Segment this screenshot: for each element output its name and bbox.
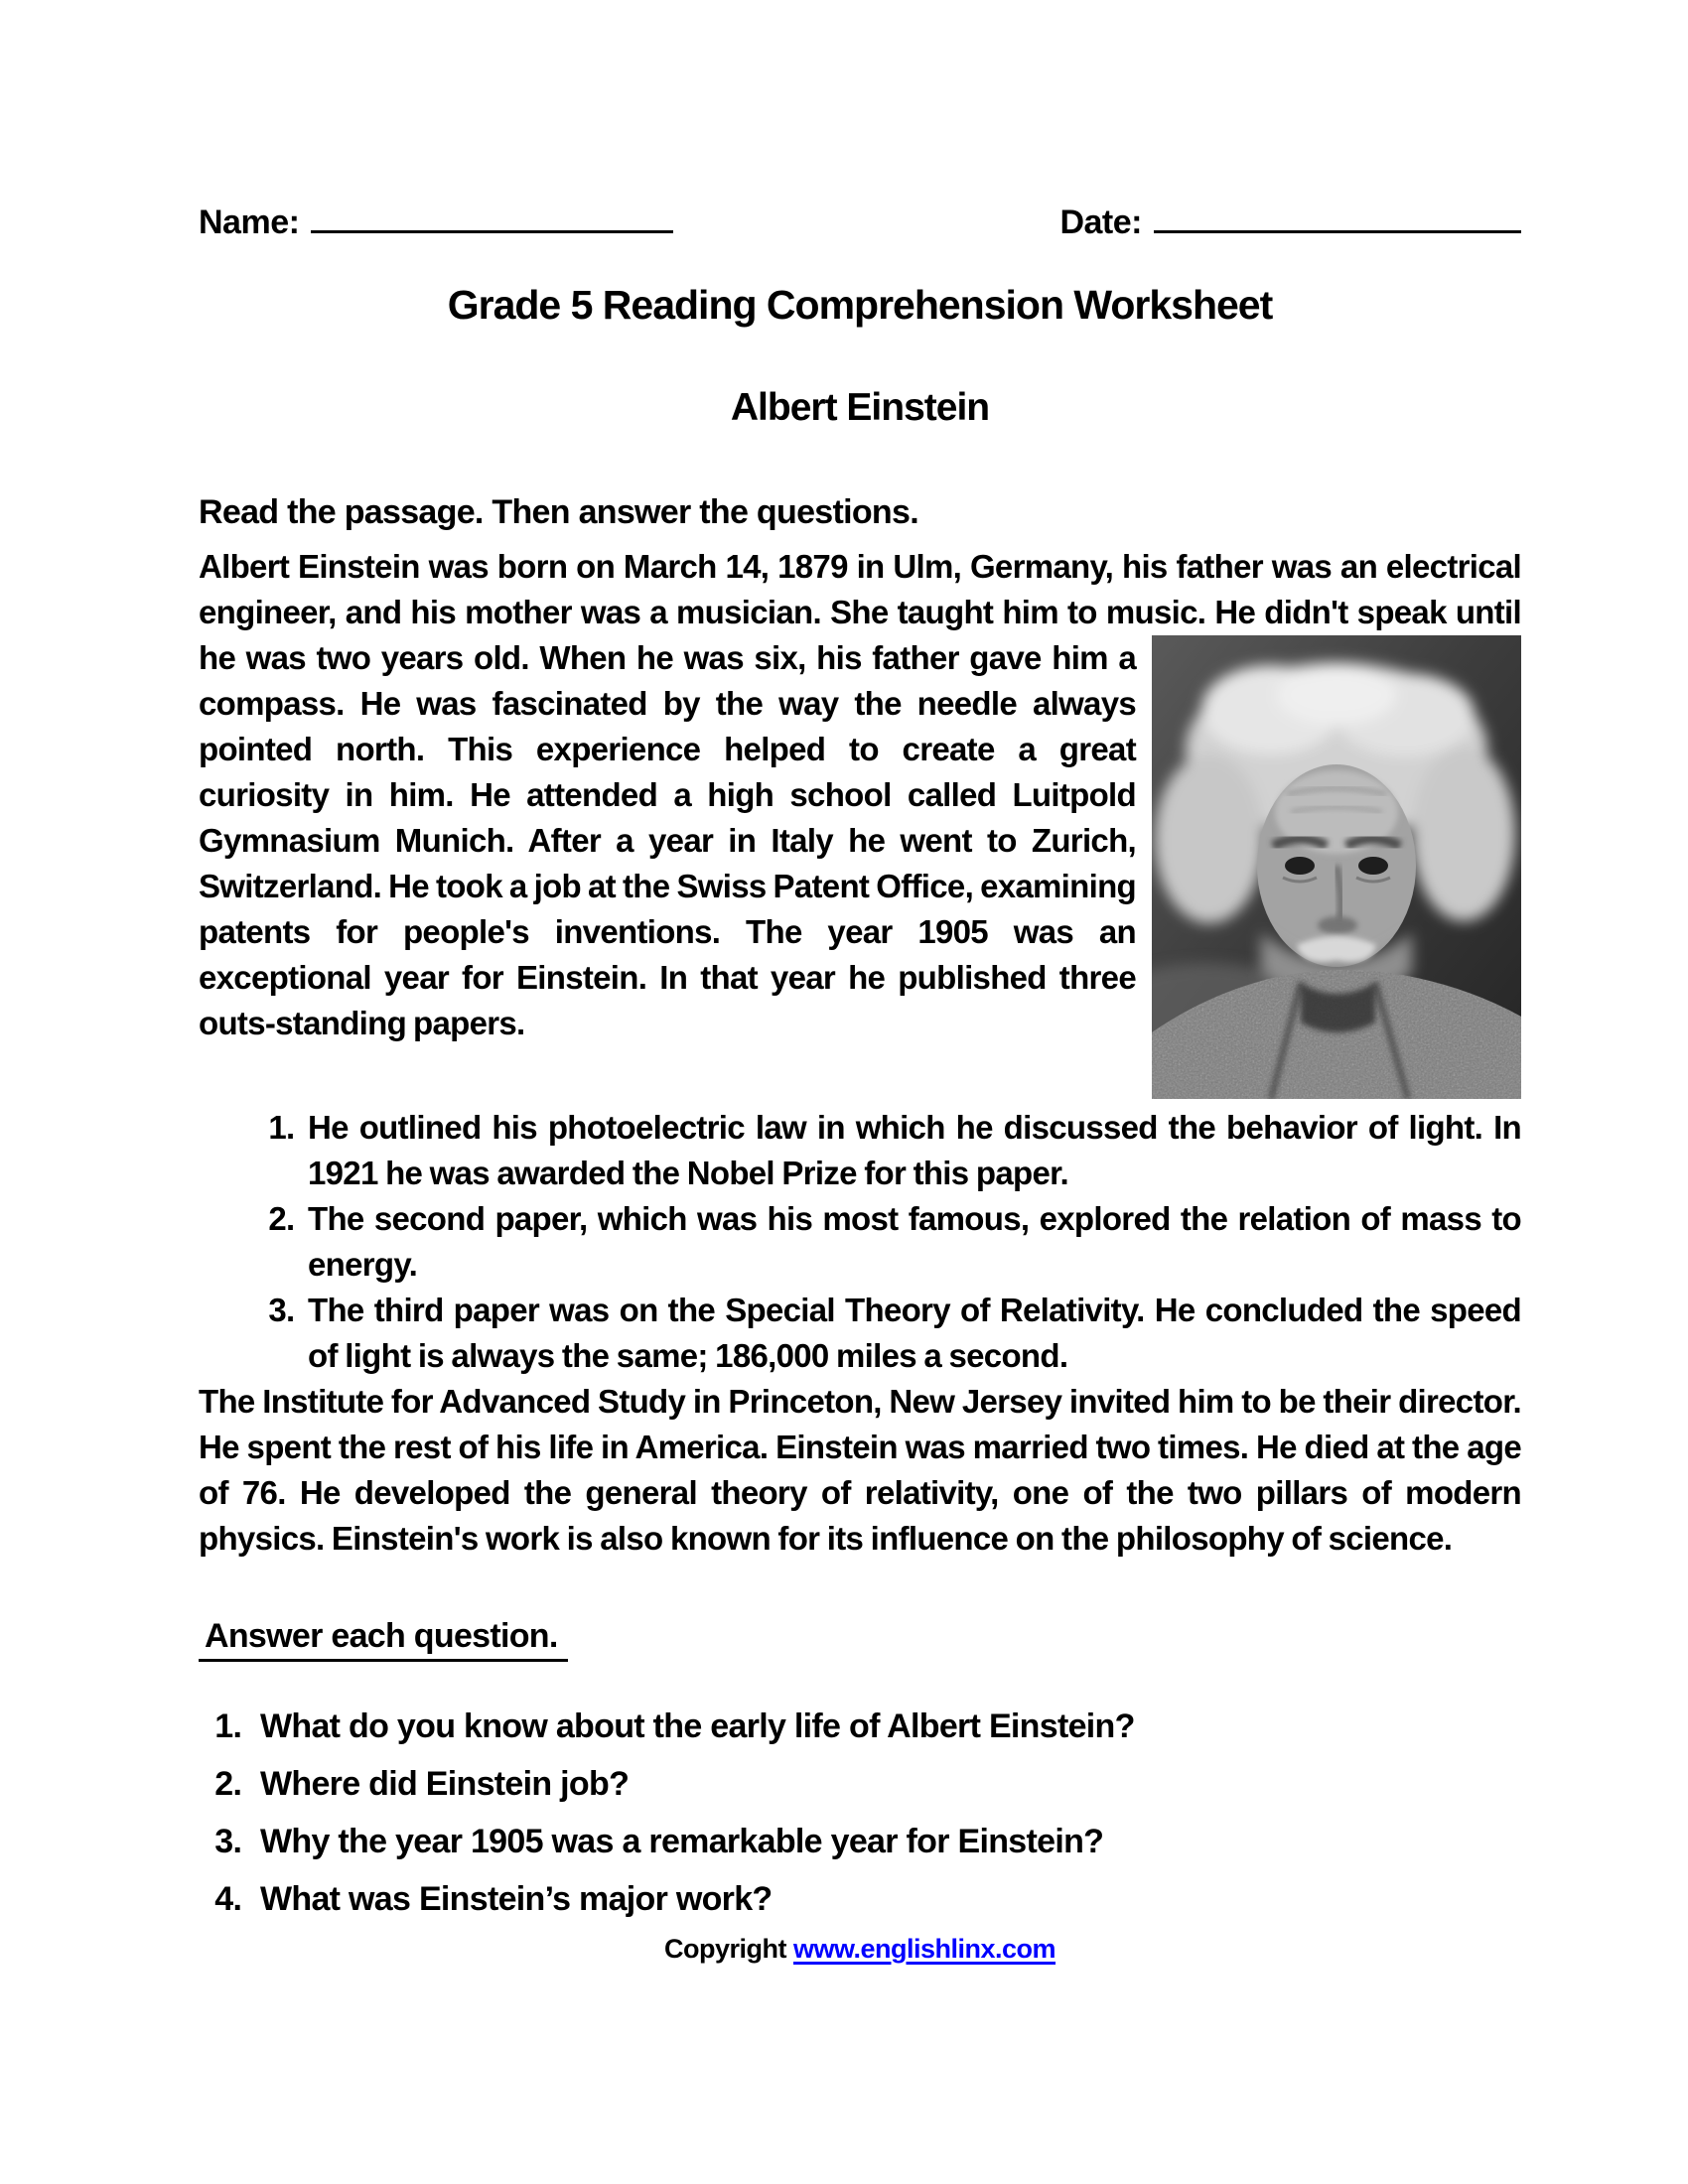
question-item-4: 4. What was Einstein’s major work? [250, 1876, 1521, 1923]
paper-item-2: 2. The second paper, which was his most famous, explored the relation of mass to energy. [302, 1196, 1521, 1288]
question-item-3: 3. Why the year 1905 was a remarkable year for Einstein? [250, 1819, 1521, 1865]
passage-part2: didn't speak until he was two years old. When he was six, his father gave him a compass. He was fascinated by the way the needle always pointed north. This experience helped to create a great curiosity in him. He attended a high school called Luitpold Gymnasium Munich. After a year in Italy he went to Zurich, Switzerland. He took a job at the Swiss Patent Office, examining patents for people's inventions. The year 1905 was an exceptional year for Einstein. In that year he published three outs-standing papers. [199, 594, 1521, 1041]
passage-part1: Albert Einstein was born on March 14, 1879 in Ulm, Germany, his father was an electrical engineer, and his mother was a musician. She taught him to music. He [199, 548, 1521, 630]
questions-list [199, 1704, 1521, 1923]
question-item-1: 1. What do you know about the early life of Albert Einstein? [250, 1704, 1521, 1750]
date-label: Date: [1059, 204, 1142, 241]
page-title: Grade 5 Reading Comprehension Worksheet [447, 282, 1273, 328]
einstein-photo-frame [1152, 635, 1521, 1099]
question-item-2: 2. Where did Einstein job? [250, 1761, 1521, 1808]
answer-section-heading: Answer each question. [199, 1617, 1521, 1662]
copyright-label: Copyright [663, 1934, 786, 1964]
instructions-text: Read the passage. Then answer the questions. [199, 493, 918, 531]
papers-list [199, 1105, 1521, 1379]
passage-closing-paragraph: The Institute for Advanced Study in Princeton, New Jersey invited him to be their director. He spent the rest of his life in America. Einstein was married two times. He died at the age of 76. He developed the general theory of relativity, one of the two pillars of modern physics. Einstein's work is also known for its influence on the philosophy of science. [199, 1383, 1521, 1557]
name-field [199, 204, 673, 242]
name-label: Name: [199, 204, 300, 241]
copyright-link[interactable]: www.englishlinx.com [792, 1934, 1056, 1964]
paper-item-1: 1. He outlined his photoelectric law in which he discussed the behavior of light. In 1921 he was awarded the Nobel Prize for this paper. [302, 1105, 1521, 1196]
paper-item-3: 3. The third paper was on the Special Theory of Relativity. He concluded the speed of light is always the same; 186,000 miles a second. [302, 1288, 1521, 1379]
copyright-line [199, 1934, 1521, 1965]
passage-paragraph [199, 544, 1521, 1046]
name-blank-line[interactable] [311, 204, 673, 233]
date-field [1059, 204, 1521, 242]
date-blank-line[interactable] [1154, 204, 1521, 233]
header-row [199, 204, 1521, 242]
passage-title: Albert Einstein [730, 386, 990, 429]
